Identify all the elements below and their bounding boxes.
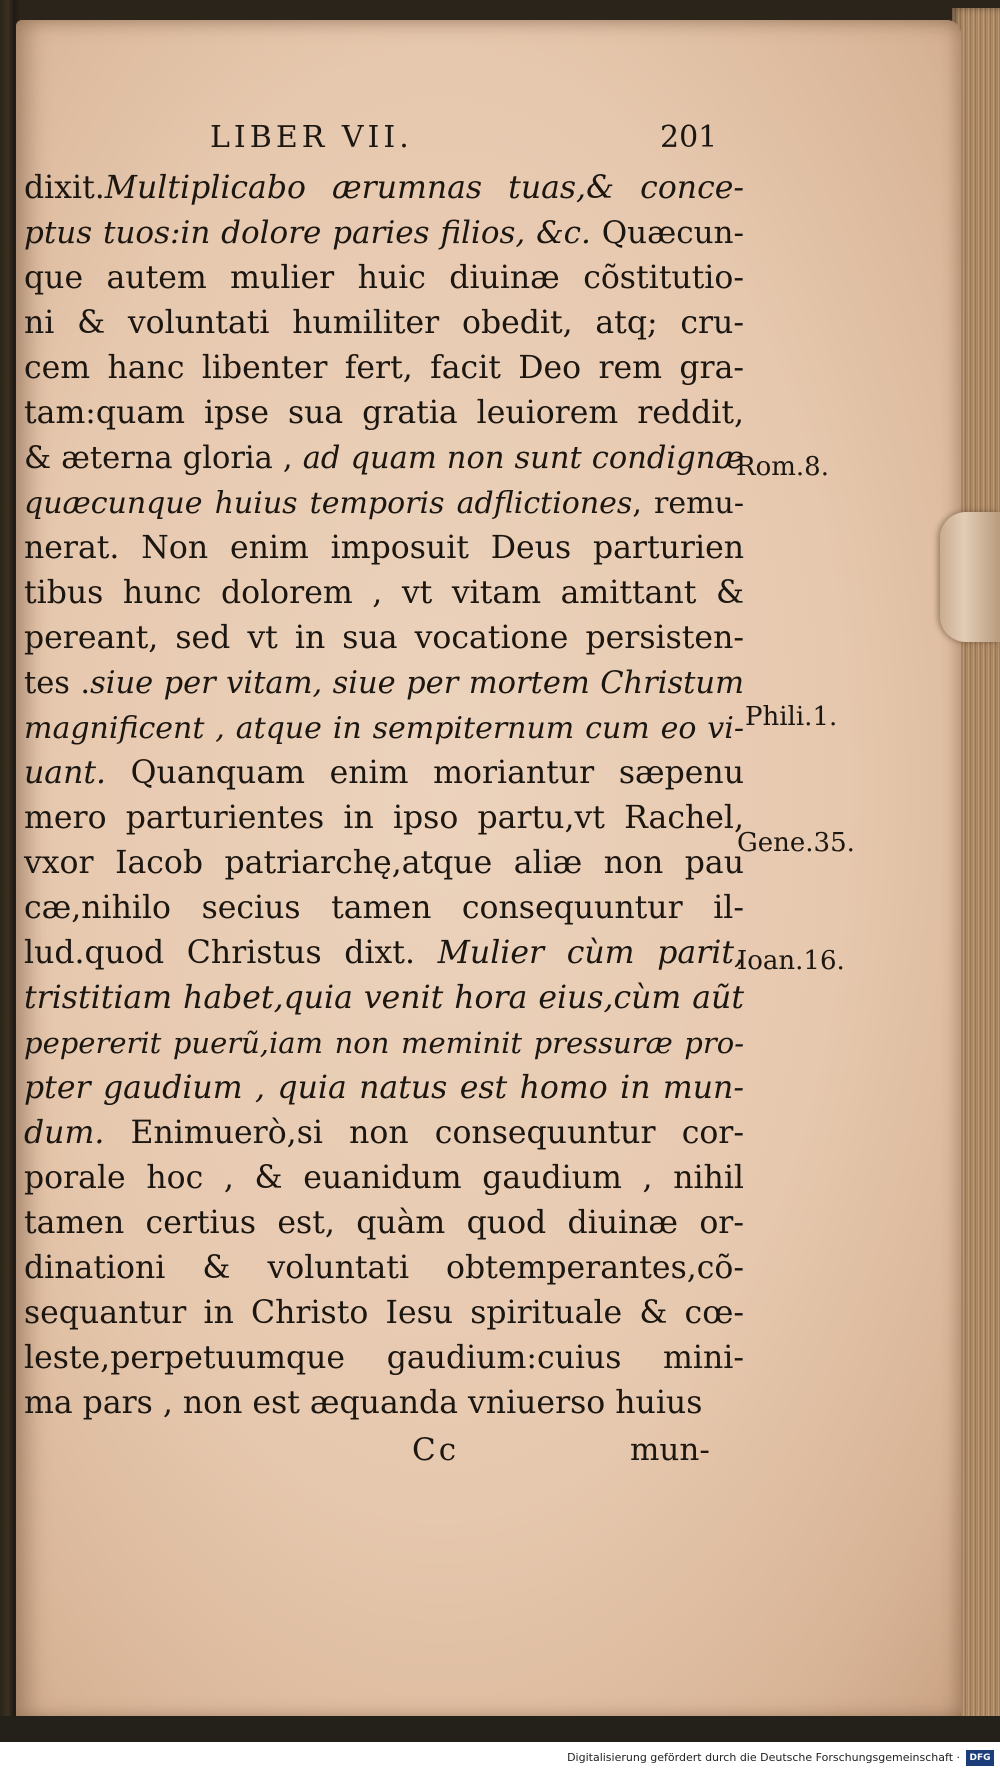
- text-line: [24, 841, 744, 886]
- roman-text: tibus hunc dolorem , vt vitam amittant &: [24, 575, 744, 611]
- roman-text: vxor Iacob patriarchę,atque aliæ non pau: [24, 845, 744, 881]
- roman-text: pereant, sed vt in sua vocatione persisten-: [24, 620, 744, 656]
- roman-text: cem hanc libenter fert, facit Deo rem gra-: [24, 350, 744, 386]
- italic-text: tristitiam habet,quia venit hora eius,cùm aũt: [24, 980, 744, 1016]
- marginal-note: Gene.35.: [737, 828, 855, 858]
- text-line: [24, 796, 744, 841]
- book-clasp: [940, 512, 1000, 642]
- italic-text: pter gaudium , quia natus est homo in mun-: [24, 1070, 744, 1106]
- text-line: [24, 976, 744, 1021]
- italic-text: Mulier cùm parit,: [437, 935, 744, 971]
- signature-mark: Cc: [412, 1432, 460, 1468]
- text-line: [24, 706, 744, 751]
- text-line: [24, 346, 744, 391]
- roman-text: sequantur in Christo Iesu spirituale & cœ-: [24, 1295, 744, 1331]
- roman-text: porale hoc , & euanidum gaudium , nihil: [24, 1160, 744, 1196]
- roman-text: dinationi & voluntati obtemperantes,cõ-: [24, 1250, 744, 1286]
- italic-text: quæcunque huius temporis adflictiones: [24, 486, 633, 521]
- roman-text: tamen certius est, quàm quod diuinæ or-: [24, 1205, 744, 1241]
- roman-text: que autem mulier huic diuinæ cõstitutio-: [24, 260, 744, 296]
- italic-text: uant.: [24, 755, 107, 791]
- roman-text: & æterna gloria ,: [24, 441, 303, 476]
- book-bottom-edge: [0, 1716, 1000, 1742]
- italic-text: dum.: [24, 1115, 105, 1151]
- roman-text: ma pars , non est æquanda vniuerso huius: [24, 1385, 703, 1421]
- roman-text: dixit.: [24, 170, 105, 206]
- roman-text: ni & voluntati humiliter obedit, atq; cru-: [24, 305, 744, 341]
- text-line: [24, 391, 744, 436]
- catchword: mun-: [630, 1432, 710, 1468]
- running-head: LIBER VII.: [210, 120, 413, 155]
- text-line: [24, 256, 744, 301]
- text-line: [24, 1336, 744, 1381]
- italic-text: magnificent , atque in sempiternum cum eo vi-: [24, 711, 744, 746]
- footer-credit: Digitalisierung gefördert durch die Deutsche Forschungsgemeinschaft ·: [567, 1751, 960, 1764]
- roman-text: cæ,nihilo secius tamen consequuntur il-: [24, 890, 744, 926]
- text-line: [24, 436, 744, 481]
- text-line: [24, 931, 744, 976]
- marginal-note: Rom.8.: [736, 452, 829, 482]
- roman-text: nerat. Non enim imposuit Deus parturien: [24, 530, 744, 566]
- text-line: [24, 1156, 744, 1201]
- roman-text: , remu-: [632, 486, 744, 521]
- text-line: [24, 1021, 744, 1066]
- italic-text: ptus tuos:in dolore paries filios, &c.: [24, 215, 591, 251]
- text-line: [24, 571, 744, 616]
- italic-text: pepererit puerũ,iam non meminit pressuræ pro-: [24, 1026, 744, 1060]
- body-text: [24, 166, 744, 1426]
- italic-text: siue per vitam, siue per mortem Christum: [90, 666, 744, 701]
- text-line: [24, 661, 744, 706]
- text-line: [24, 1111, 744, 1156]
- italic-text: Multiplicabo ærumnas tuas,& conce-: [104, 170, 744, 206]
- roman-text: Quæcun-: [590, 215, 744, 251]
- footer-bar: [0, 1742, 1000, 1776]
- italic-text: ad quam non sunt condignæ: [302, 441, 745, 476]
- text-line: [24, 526, 744, 571]
- dfg-logo-icon: DFG: [966, 1750, 994, 1766]
- text-line: [24, 1246, 744, 1291]
- text-line: [24, 1201, 744, 1246]
- text-line: [24, 616, 744, 661]
- text-line: [24, 166, 744, 211]
- roman-text: Quanquam enim moriantur sæpenu: [106, 755, 744, 791]
- roman-text: mero parturientes in ipso partu,vt Rachel,: [24, 800, 744, 836]
- roman-text: leste,perpetuumque gaudium:cuius mini-: [24, 1340, 744, 1376]
- page-number: 201: [660, 120, 718, 155]
- text-line: [24, 211, 744, 256]
- text-line: [24, 1381, 744, 1426]
- text-line: [24, 301, 744, 346]
- text-line: [24, 751, 744, 796]
- marginal-note: Ioan.16.: [737, 946, 845, 976]
- roman-text: tes .: [24, 666, 91, 701]
- text-line: [24, 1066, 744, 1111]
- text-line: [24, 886, 744, 931]
- roman-text: tam:quam ipse sua gratia leuiorem reddit,: [24, 395, 744, 431]
- marginal-note: Phili.1.: [745, 702, 838, 732]
- text-line: [24, 481, 744, 526]
- text-line: [24, 1291, 744, 1336]
- roman-text: Enimuerò,si non consequuntur cor-: [104, 1115, 744, 1151]
- roman-text: lud.quod Christus dixt.: [24, 935, 438, 971]
